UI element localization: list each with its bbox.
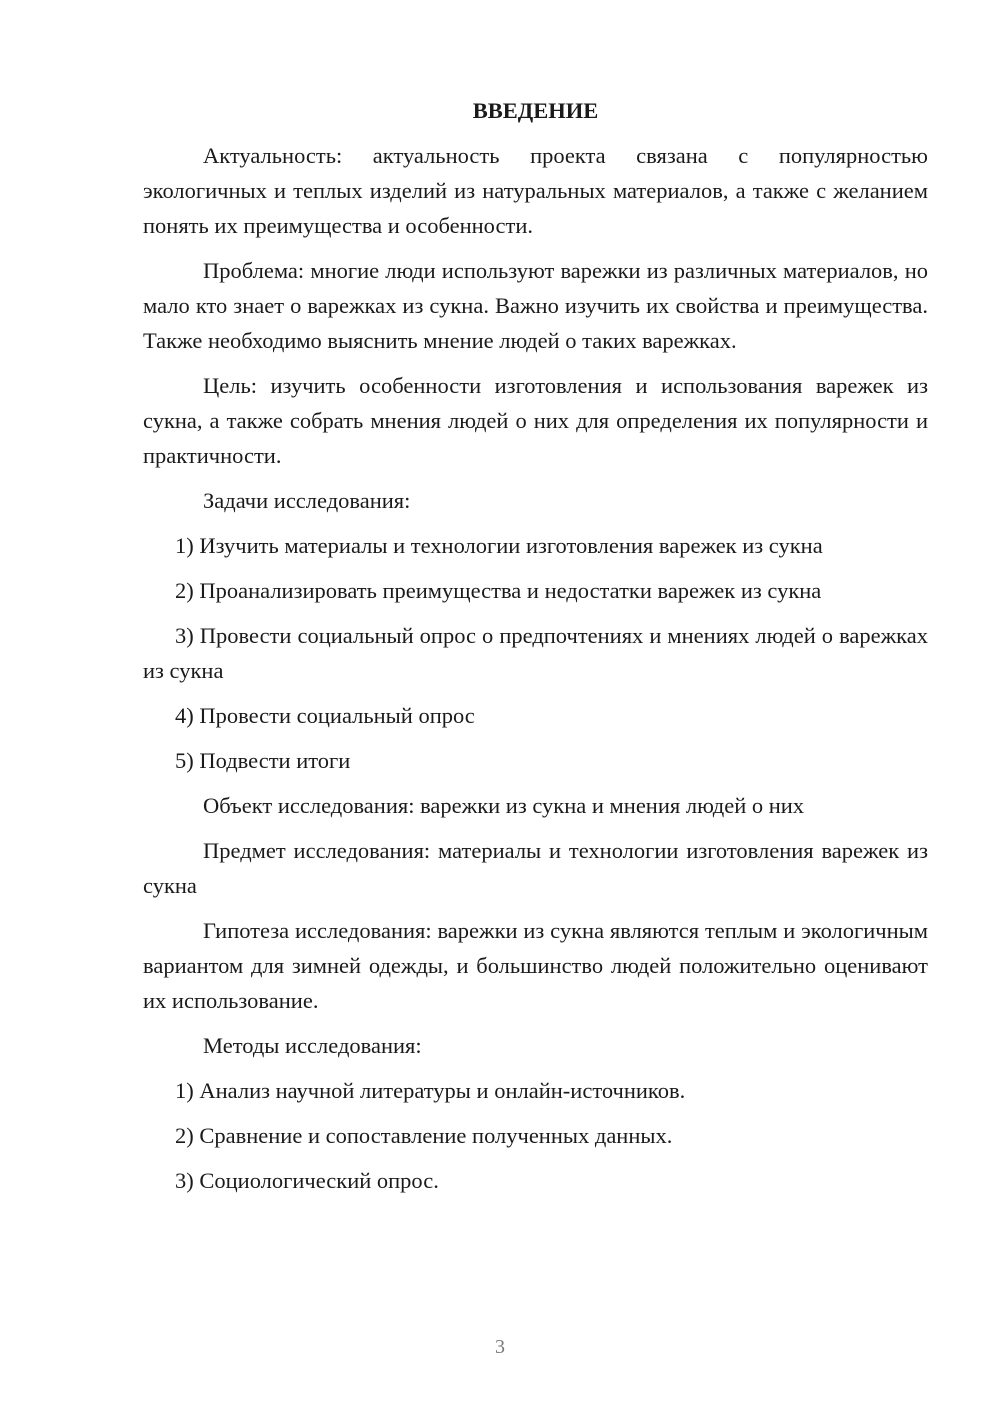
method-item-1: 1) Анализ научной литературы и онлайн-источников. <box>175 1078 686 1103</box>
page-content <box>143 93 928 1208</box>
problem-paragraph: Проблема: многие люди используют варежки из различных материалов, но мало кто знает о варежках из сукна. Важно изучить их свойства и преимущества. Также необходимо выяснить мнение людей о таких варежках. <box>143 258 928 353</box>
tasks-heading: Задачи исследования: <box>203 488 411 513</box>
subject-paragraph: Предмет исследования: материалы и технологии изготовления варежек из сукна <box>143 838 928 898</box>
task-item-4: 4) Провести социальный опрос <box>175 703 475 728</box>
relevance-paragraph: Актуальность: актуальность проекта связана с популярностью экологичных и теплых изделий из натуральных материалов, а также с желанием понять их преимущества и особенности. <box>143 143 928 238</box>
methods-heading: Методы исследования: <box>203 1033 422 1058</box>
page-number: 3 <box>495 1336 505 1358</box>
task-item-1: 1) Изучить материалы и технологии изготовления варежек из сукна <box>175 533 823 558</box>
task-item-5: 5) Подвести итоги <box>175 748 351 773</box>
object-paragraph: Объект исследования: варежки из сукна и мнения людей о них <box>203 793 805 818</box>
hypothesis-paragraph: Гипотеза исследования: варежки из сукна являются теплым и экологичным вариантом для зимней одежды, и большинство людей положительно оценивают их использование. <box>143 918 928 1013</box>
method-item-2: 2) Сравнение и сопоставление полученных данных. <box>175 1123 673 1148</box>
section-title: ВВЕДЕНИЕ <box>472 98 599 123</box>
task-item-2: 2) Проанализировать преимущества и недостатки варежек из сукна <box>175 578 822 603</box>
method-item-3: 3) Социологический опрос. <box>175 1168 439 1193</box>
goal-paragraph: Цель: изучить особенности изготовления и использования варежек из сукна, а также собрать мнения людей о них для определения их популярности и практичности. <box>143 373 928 468</box>
task-item-3: 3) Провести социальный опрос о предпочтениях и мнениях людей о варежках из сукна <box>143 623 928 683</box>
